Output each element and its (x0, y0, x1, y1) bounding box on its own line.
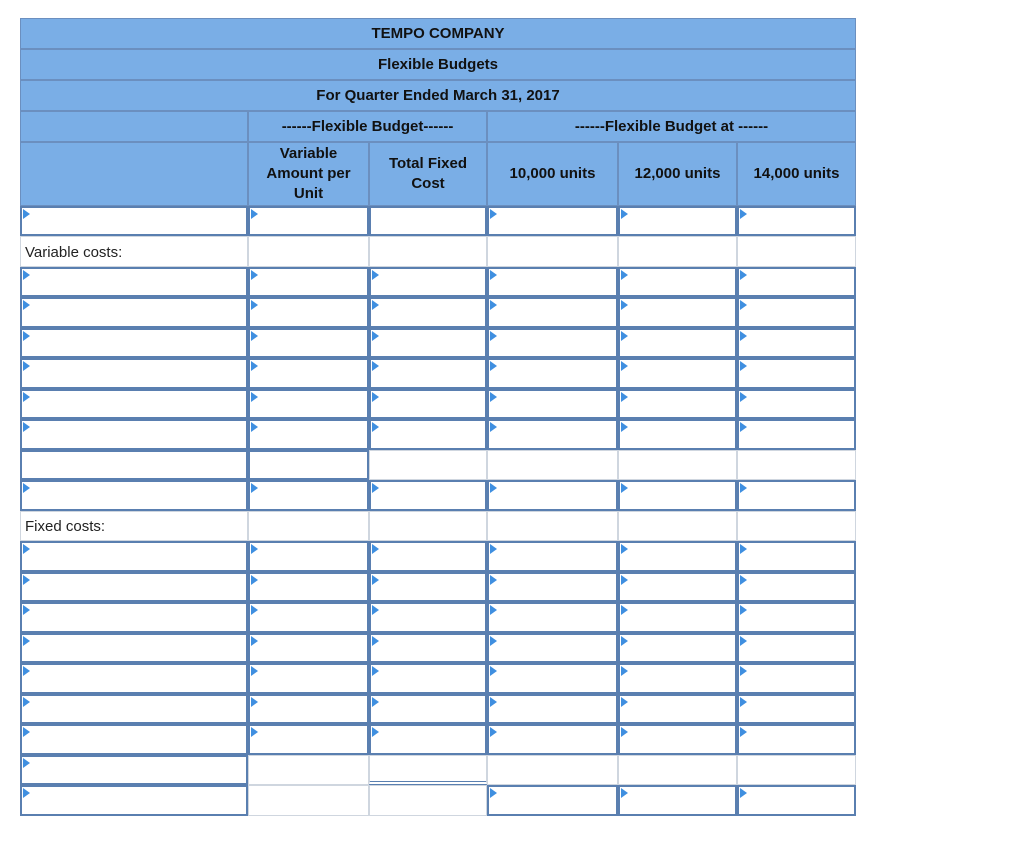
input-cell-units-14000[interactable] (737, 572, 856, 602)
input-cell-total-fixed[interactable] (369, 724, 487, 755)
input-cell-description[interactable] (20, 480, 248, 511)
input-cell-units-12000[interactable] (618, 206, 737, 236)
period-title: For Quarter Ended March 31, 2017 (316, 86, 560, 104)
input-cell-total-fixed[interactable] (369, 694, 487, 724)
input-cell-variable-amount[interactable] (248, 572, 369, 602)
col-header-variable-amount (248, 142, 369, 206)
input-cell-units-10000[interactable] (487, 267, 618, 297)
group-header-blank (20, 111, 248, 142)
input-cell-units-12000[interactable] (618, 297, 737, 328)
input-cell-total-fixed[interactable] (369, 328, 487, 358)
empty-cell-units-10000 (487, 450, 618, 480)
input-cell-units-14000[interactable] (737, 602, 856, 633)
input-cell-units-10000[interactable] (487, 785, 618, 816)
input-cell-description[interactable] (20, 450, 248, 480)
input-cell-total-fixed[interactable] (369, 572, 487, 602)
input-cell-units-10000[interactable] (487, 328, 618, 358)
input-cell-units-10000[interactable] (487, 419, 618, 450)
empty-cell-total-fixed (369, 785, 487, 816)
empty-cell-units-14000 (737, 511, 856, 541)
input-cell-description[interactable] (20, 694, 248, 724)
input-cell-description[interactable] (20, 419, 248, 450)
input-cell-variable-amount[interactable] (248, 206, 369, 236)
input-cell-units-12000[interactable] (618, 358, 737, 389)
input-cell-units-12000[interactable] (618, 267, 737, 297)
input-cell-total-fixed[interactable] (369, 358, 487, 389)
input-cell-variable-amount[interactable] (248, 419, 369, 450)
input-cell-description[interactable] (20, 785, 248, 816)
input-cell-units-14000[interactable] (737, 663, 856, 694)
empty-cell-total-fixed (369, 450, 487, 480)
input-cell-units-12000[interactable] (618, 328, 737, 358)
empty-cell-total-fixed (369, 511, 487, 541)
col-label-12000-units: 12,000 units (634, 165, 721, 182)
col-label-10000-units: 10,000 units (509, 165, 596, 182)
input-cell-variable-amount[interactable] (248, 358, 369, 389)
input-cell-description[interactable] (20, 572, 248, 602)
fixed-costs-label: Fixed costs: (25, 518, 106, 535)
group-header-flexible-budget (248, 111, 487, 142)
input-cell-units-12000[interactable] (618, 602, 737, 633)
group-label-flexible-budget-at: ------Flexible Budget at ------ (574, 117, 769, 135)
input-cell-units-14000[interactable] (737, 297, 856, 328)
input-cell-units-12000[interactable] (618, 633, 737, 663)
company-title: TEMPO COMPANY (371, 24, 505, 42)
input-cell-total-fixed[interactable] (369, 480, 487, 511)
input-cell-description[interactable] (20, 358, 248, 389)
input-cell-total-fixed[interactable] (369, 297, 487, 328)
input-cell-description[interactable] (20, 297, 248, 328)
input-cell-description[interactable] (20, 663, 248, 694)
input-cell-units-14000[interactable] (737, 419, 856, 450)
input-cell-variable-amount[interactable] (248, 450, 369, 480)
input-cell-variable-amount[interactable] (248, 541, 369, 572)
input-cell-units-14000[interactable] (737, 358, 856, 389)
empty-cell-units-10000 (487, 236, 618, 267)
input-cell-total-fixed[interactable] (369, 602, 487, 633)
input-cell-units-12000[interactable] (618, 419, 737, 450)
input-cell-description[interactable] (20, 389, 248, 419)
empty-cell-units-10000 (487, 511, 618, 541)
input-cell-units-10000[interactable] (487, 480, 618, 511)
input-cell-variable-amount[interactable] (248, 328, 369, 358)
input-cell-units-14000[interactable] (737, 541, 856, 572)
col-label-total-fixed: Total Fixed Cost (388, 155, 468, 192)
input-cell-total-fixed[interactable] (369, 663, 487, 694)
input-cell-units-10000[interactable] (487, 297, 618, 328)
input-cell-units-12000[interactable] (618, 541, 737, 572)
input-cell-description[interactable] (20, 724, 248, 755)
input-cell-units-14000[interactable] (737, 267, 856, 297)
col-header-total-fixed (369, 142, 487, 206)
input-cell-units-12000[interactable] (618, 663, 737, 694)
input-cell-total-fixed[interactable] (369, 389, 487, 419)
col-label-variable-amount: Variable Amount per Unit (266, 145, 351, 202)
input-cell-units-10000[interactable] (487, 694, 618, 724)
input-cell-units-14000[interactable] (737, 480, 856, 511)
empty-cell-units-12000 (618, 236, 737, 267)
group-header-flexible-budget-at (487, 111, 856, 142)
input-cell-description[interactable] (20, 541, 248, 572)
empty-cell-units-12000 (618, 450, 737, 480)
empty-cell-variable-amount (248, 236, 369, 267)
input-cell-variable-amount[interactable] (248, 633, 369, 663)
input-cell-units-10000[interactable] (487, 633, 618, 663)
col-header-14000 (737, 142, 856, 206)
empty-cell-units-12000 (618, 755, 737, 785)
input-cell-units-12000[interactable] (618, 572, 737, 602)
input-cell-units-14000[interactable] (737, 724, 856, 755)
group-label-flexible-budget: ------Flexible Budget------ (281, 117, 454, 135)
input-cell-variable-amount[interactable] (248, 480, 369, 511)
col-header-description (20, 142, 248, 206)
input-cell-total-fixed[interactable] (369, 267, 487, 297)
period-row (20, 80, 856, 111)
input-cell-total-fixed[interactable] (369, 755, 487, 785)
input-cell-units-10000[interactable] (487, 572, 618, 602)
empty-cell-units-14000 (737, 450, 856, 480)
input-cell-description[interactable] (20, 633, 248, 663)
input-cell-units-10000[interactable] (487, 206, 618, 236)
input-cell-variable-amount[interactable] (248, 389, 369, 419)
input-cell-total-fixed[interactable] (369, 633, 487, 663)
input-cell-units-14000[interactable] (737, 633, 856, 663)
input-cell-units-10000[interactable] (487, 389, 618, 419)
empty-cell-units-12000 (618, 511, 737, 541)
input-cell-units-10000[interactable] (487, 541, 618, 572)
input-cell-units-10000[interactable] (487, 602, 618, 633)
input-cell-variable-amount[interactable] (248, 297, 369, 328)
input-cell-units-14000[interactable] (737, 785, 856, 816)
empty-cell-total-fixed (369, 236, 487, 267)
report-title: Flexible Budgets (377, 55, 499, 73)
input-cell-units-12000[interactable] (618, 389, 737, 419)
input-cell-description[interactable] (20, 267, 248, 297)
empty-cell-units-10000 (487, 755, 618, 785)
col-header-10000 (487, 142, 618, 206)
input-cell-units-14000[interactable] (737, 694, 856, 724)
col-label-14000-units: 14,000 units (753, 165, 840, 182)
input-cell-total-fixed[interactable] (369, 541, 487, 572)
input-cell-total-fixed[interactable] (369, 206, 487, 236)
empty-cell-variable-amount (248, 785, 369, 816)
empty-cell-variable-amount (248, 511, 369, 541)
input-cell-units-12000[interactable] (618, 480, 737, 511)
input-cell-total-fixed[interactable] (369, 419, 487, 450)
input-cell-units-14000[interactable] (737, 206, 856, 236)
input-cell-units-10000[interactable] (487, 358, 618, 389)
input-cell-variable-amount[interactable] (248, 663, 369, 694)
input-cell-variable-amount[interactable] (248, 267, 369, 297)
input-cell-units-12000[interactable] (618, 694, 737, 724)
input-cell-units-10000[interactable] (487, 663, 618, 694)
empty-cell-units-14000 (737, 755, 856, 785)
input-cell-units-14000[interactable] (737, 389, 856, 419)
input-cell-variable-amount[interactable] (248, 602, 369, 633)
input-cell-description[interactable] (20, 602, 248, 633)
input-cell-units-12000[interactable] (618, 724, 737, 755)
company-title-row (20, 18, 856, 49)
input-cell-description[interactable] (20, 755, 248, 785)
input-cell-units-10000[interactable] (487, 724, 618, 755)
input-cell-units-12000[interactable] (618, 785, 737, 816)
input-cell-variable-amount[interactable] (248, 724, 369, 755)
report-title-row (20, 49, 856, 80)
input-cell-description[interactable] (20, 328, 248, 358)
input-cell-units-14000[interactable] (737, 328, 856, 358)
input-cell-variable-amount[interactable] (248, 694, 369, 724)
empty-cell-units-14000 (737, 236, 856, 267)
input-cell-description[interactable] (20, 206, 248, 236)
empty-cell-variable-amount (248, 755, 369, 785)
variable-costs-label: Variable costs: (25, 244, 123, 261)
col-header-12000 (618, 142, 737, 206)
flexible-budget-table (20, 18, 856, 816)
